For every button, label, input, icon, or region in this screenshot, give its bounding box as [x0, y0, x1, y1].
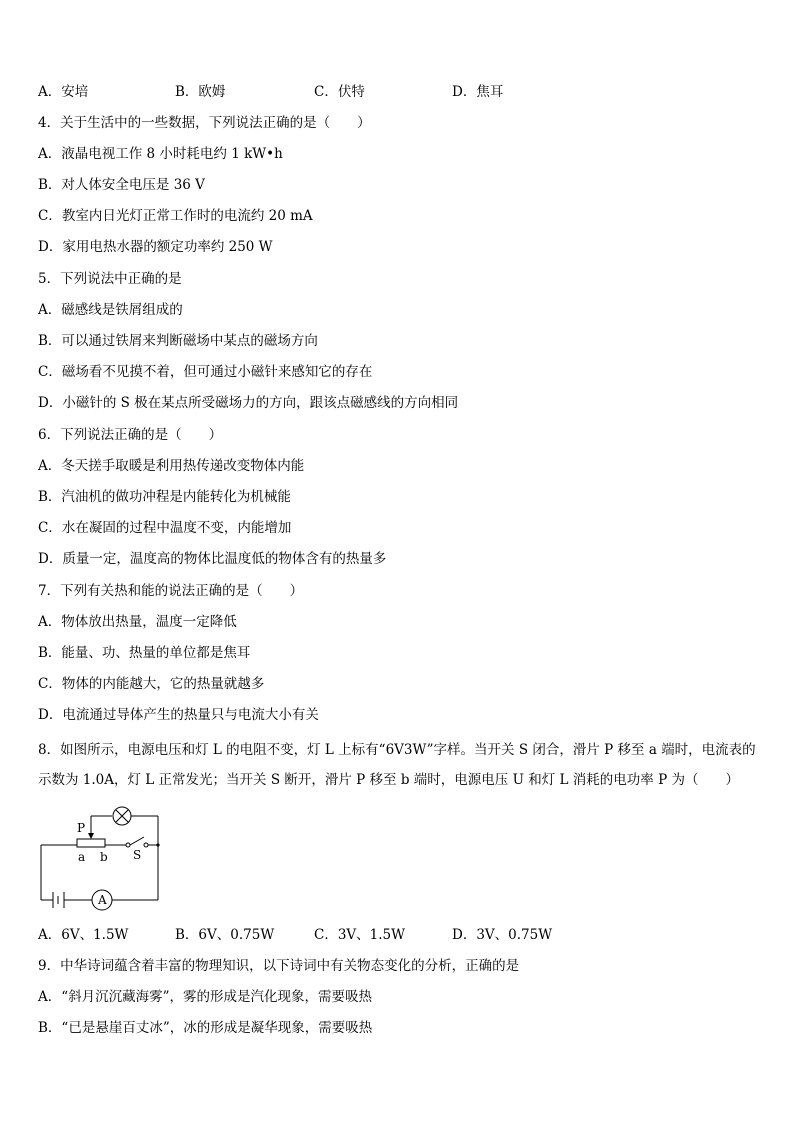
q3-option-c: C．伏特 — [314, 84, 365, 100]
q7-option-c: C．物体的内能越大，它的热量就越多 — [38, 676, 265, 692]
q7-option-d: D．电流通过导体产生的热量只与电流大小有关 — [38, 707, 319, 723]
q8-option-c: C．3V、1.5W — [314, 927, 406, 943]
q5-option-b: B．可以通过铁屑来判断磁场中某点的磁场方向 — [38, 333, 318, 349]
q4-option-d: D．家用电热水器的额定功率约 250 W — [38, 239, 273, 255]
q4-option-b: B．对人体安全电压是 36 V — [38, 177, 205, 193]
q5-stem: 5．下列说法中正确的是 — [38, 271, 182, 287]
label-a: a — [78, 850, 86, 864]
q9-option-a: A．“斜月沉沉藏海雾”，雾的形成是汽化现象，需要吸热 — [38, 989, 373, 1005]
q9-option-b: B．“已是悬崖百丈冰”，冰的形成是凝华现象，需要吸热 — [38, 1020, 373, 1036]
label-b: b — [100, 850, 108, 864]
q6-option-d: D．质量一定，温度高的物体比温度低的物体含有的热量多 — [38, 551, 387, 567]
q5-option-c: C．磁场看不见摸不着，但可通过小磁针来感知它的存在 — [38, 364, 373, 380]
q8-option-d: D．3V、0.75W — [452, 927, 553, 943]
q5-option-a: A．磁感线是铁屑组成的 — [38, 302, 183, 318]
q3-option-d: D．焦耳 — [452, 84, 504, 100]
q6-option-b: B．汽油机的做功冲程是内能转化为机械能 — [38, 489, 291, 505]
q6-stem: 6．下列说法正确的是（ ） — [38, 427, 223, 443]
switch-icon — [126, 843, 130, 847]
q6-option-a: A．冬天搓手取暖是利用热传递改变物体内能 — [38, 458, 305, 474]
q6-option-c: C．水在凝固的过程中温度不变，内能增加 — [38, 520, 292, 536]
label-ammeter: A — [98, 893, 107, 907]
q8-option-b: B．6V、0.75W — [175, 927, 275, 943]
label-s: S — [133, 848, 142, 862]
q5-option-d: D．小磁针的 S 极在某点所受磁场力的方向，跟该点磁感线的方向相同 — [38, 395, 459, 411]
q3-option-b: B．欧姆 — [175, 84, 226, 100]
q4-option-c: C．教室内日光灯正常工作时的电流约 20 mA — [38, 208, 313, 224]
q3-option-a: A．安培 — [38, 84, 89, 100]
q7-option-a: A．物体放出热量，温度一定降低 — [38, 614, 237, 630]
q8-option-a: A．6V、1.5W — [38, 927, 129, 943]
q7-stem: 7．下列有关热和能的说法正确的是（ ） — [38, 583, 304, 599]
q7-option-b: B．能量、功、热量的单位都是焦耳 — [38, 645, 251, 661]
q4-option-a: A．液晶电视工作 8 小时耗电约 1 kW•h — [38, 146, 283, 162]
label-p: P — [77, 821, 86, 835]
circuit-diagram — [38, 803, 168, 913]
q9-stem: 9．中华诗词蕴含着丰富的物理知识，以下诗词中有关物态变化的分析，正确的是 — [38, 958, 520, 974]
q8-stem: 8．如图所示，电源电压和灯 L 的电阻不变，灯 L 上标有“6V3W”字样。当开关 S 闭合，滑片 P 移至 a 端时，电流表的示数为 1.0A，灯 L 正常发光；当开关 S 断开，滑片 P 移至 b 端时，电源电压 U 和灯 L 消耗的电功率 P 为（ ） — [38, 742, 756, 788]
rheostat-icon — [77, 839, 105, 847]
q4-stem: 4．关于生活中的一些数据，下列说法正确的是（ ） — [38, 115, 371, 131]
